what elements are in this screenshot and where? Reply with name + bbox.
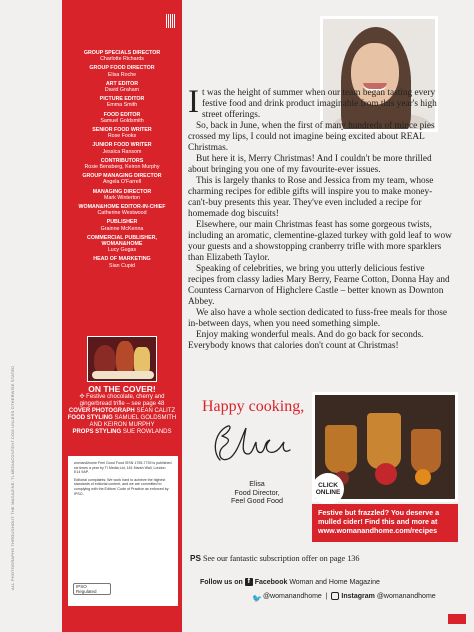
- ps-line: [190, 554, 360, 563]
- click-online-badge[interactable]: CLICK ONLINE: [312, 473, 344, 505]
- social-links: Follow us on f Facebook Woman and Home Magazine 🐦 @womanandhome | Instagram @womanandhome: [200, 578, 436, 604]
- cover-photo-label: COVER PHOTOGRAPH: [68, 408, 135, 414]
- staff-role: PICTURE EDITOR: [99, 96, 145, 103]
- letter-p4: This is largely thanks to Rose and Jessica from my team, whose charming recipes for edible gifts will inspire you to make money-can't-buy presents this year. They've even included a recipe for homemade dog biscuits!: [188, 176, 434, 219]
- signoff-greeting: Happy cooking,: [202, 398, 305, 415]
- letter-p2: So, back in June, when the first of many hundreds of mince pies crossed my lips, I could not imagine being excited about REAL Christmas.: [188, 121, 435, 153]
- facebook-icon: f: [245, 578, 253, 586]
- small-print-1: woman&home Feel Good Food ISSN 1755-7739 is published six times a year by TI Media Ltd, 161 Marsh Wall, London E14 9AP.: [74, 461, 172, 475]
- instagram-handle[interactable]: @womanandhome: [376, 593, 436, 600]
- on-the-cover: [66, 384, 178, 436]
- instagram-icon: [331, 592, 339, 600]
- promo-box[interactable]: Festive but frazzled? You deserve a mulled cider! Find this and more at www.womanandhome.com/recipes: [312, 504, 458, 542]
- props-styling-name: SUE ROWLANDS: [122, 429, 172, 435]
- staff-name: Samuel Goldsmith: [100, 117, 144, 124]
- staff-name: Angela O'Farrell: [102, 179, 142, 186]
- signoff-title-2: Feel Good Food: [231, 496, 283, 506]
- ps-label: PS: [190, 554, 201, 563]
- staff-name: Rosie Bensberg, Keiron Murphy: [84, 164, 160, 171]
- staff-name: Charlotte Richards: [100, 56, 144, 63]
- editor-letter: [188, 84, 452, 352]
- staff-role: PUBLISHER: [106, 219, 138, 226]
- staff-list: [66, 50, 178, 272]
- letter-p6: Speaking of celebrities, we bring you utterly delicious festive recipes from classy ladies Mary Berry, Fearne Cotton, Donna Hay and Countess Carnarvon of Highclere Castle – better known as Downton Abbey.: [188, 264, 450, 307]
- ipso-badge: IPSO Regulated: [73, 583, 111, 595]
- staff-role: ART EDITOR: [105, 80, 139, 87]
- cover-thumbnail: [87, 336, 157, 382]
- staff-role: FOOD EDITOR: [103, 111, 141, 118]
- twitter-icon: 🐦: [252, 594, 262, 604]
- twitter-handle[interactable]: @womanandhome: [262, 593, 322, 600]
- handwritten-signature: [206, 418, 296, 474]
- staff-role: SENIOR FOOD WRITER: [92, 127, 152, 134]
- props-styling-label: PROPS STYLING: [72, 429, 122, 435]
- staff-name: Mark Winterton: [104, 194, 140, 201]
- staff-name: David Graham: [104, 87, 140, 94]
- letter-p8: Enjoy making wonderful meals. And do go back for seconds. Everybody knows that calories don't count at Christmas!: [188, 330, 424, 351]
- signoff-block: [212, 480, 302, 506]
- staff-role: GROUP FOOD DIRECTOR: [89, 65, 155, 72]
- staff-name: Jessica Ransom: [102, 148, 142, 155]
- staff-role: MANAGING DIRECTOR: [92, 188, 152, 195]
- staff-role: CONTRIBUTORS: [100, 157, 144, 164]
- cover-photo-name: SEAN CALITZ: [136, 408, 176, 414]
- corner-tab: [166, 14, 176, 28]
- staff-name: Elisa Roche: [107, 71, 137, 78]
- staff-role: WOMAN&HOME EDITOR-IN-CHIEF: [78, 204, 166, 211]
- follow-label: Follow us on: [200, 579, 243, 586]
- food-styling-name: SAMUEL GOLDSMITH AND KEIRON MURPHY: [89, 415, 177, 428]
- signoff-title-1: Food Director,: [234, 487, 280, 497]
- left-margin: [0, 0, 62, 632]
- staff-role: GROUP SPECIALS DIRECTOR: [83, 50, 161, 56]
- ps-text: See our fantastic subscription offer on page 136: [202, 554, 360, 563]
- photo-credit-vertical: ALL PHOTOGRAPHS THROUGHOUT THE MAGAZINE: TI-MEDIACONTENT.COM UNLESS OTHERWISE STATED: [10, 365, 15, 590]
- letter-p1: t was the height of summer when our team began tasting every festive food and drink product imaginable from this year's high street offerings.: [202, 88, 437, 120]
- staff-name: Sian Cupid: [109, 262, 135, 269]
- letter-p5: Elsewhere, our main Christmas feast has some gorgeous twists, including an aromatic, clementine-glazed turkey with gold leaf to wow your guests and a showstopping cranberry trifle with more sparklers than Elizabeth Taylor.: [188, 220, 452, 263]
- staff-name: Lucy Gugas: [107, 247, 137, 254]
- staff-name: Catherine Westwood: [97, 210, 147, 217]
- facebook-name[interactable]: Facebook: [254, 579, 288, 586]
- letter-p7: We also have a whole section dedicated to fuss-free meals for those in-between days, when you need something simple.: [188, 308, 447, 329]
- staff-role: COMMERCIAL PUBLISHER, WOMAN&HOME: [87, 234, 157, 248]
- signoff-name: Elisa: [249, 479, 265, 488]
- on-cover-heading: ON THE COVER!: [88, 384, 156, 394]
- instagram-name[interactable]: Instagram: [341, 593, 375, 600]
- staff-role: GROUP MANAGING DIRECTOR: [82, 173, 162, 180]
- staff-name: Grainne McKenna: [100, 225, 144, 232]
- staff-role: HEAD OF MARKETING: [93, 256, 151, 263]
- food-styling-label: FOOD STYLING: [67, 415, 113, 421]
- staff-name: Rose Fooks: [107, 133, 137, 140]
- drop-cap: I: [188, 84, 199, 120]
- staff-role: JUNIOR FOOD WRITER: [92, 142, 152, 149]
- letter-p3: But here it is, Merry Christmas! And I couldn't be more thrilled about bringing you one of my favourite-ever issues.: [188, 154, 432, 175]
- on-cover-item: ✣ Festive chocolate, cherry and gingerbread trifle – see page 48: [79, 394, 165, 407]
- staff-name: Emma Smith: [106, 102, 138, 109]
- small-print-2: Editorial complaints: We work hard to achieve the highest standards of editorial content, and we are committed to complying with the Editors' Code of Practice as enforced by IPSO.: [74, 477, 169, 496]
- page-tab: [448, 614, 466, 624]
- facebook-handle[interactable]: Woman and Home Magazine: [289, 579, 380, 586]
